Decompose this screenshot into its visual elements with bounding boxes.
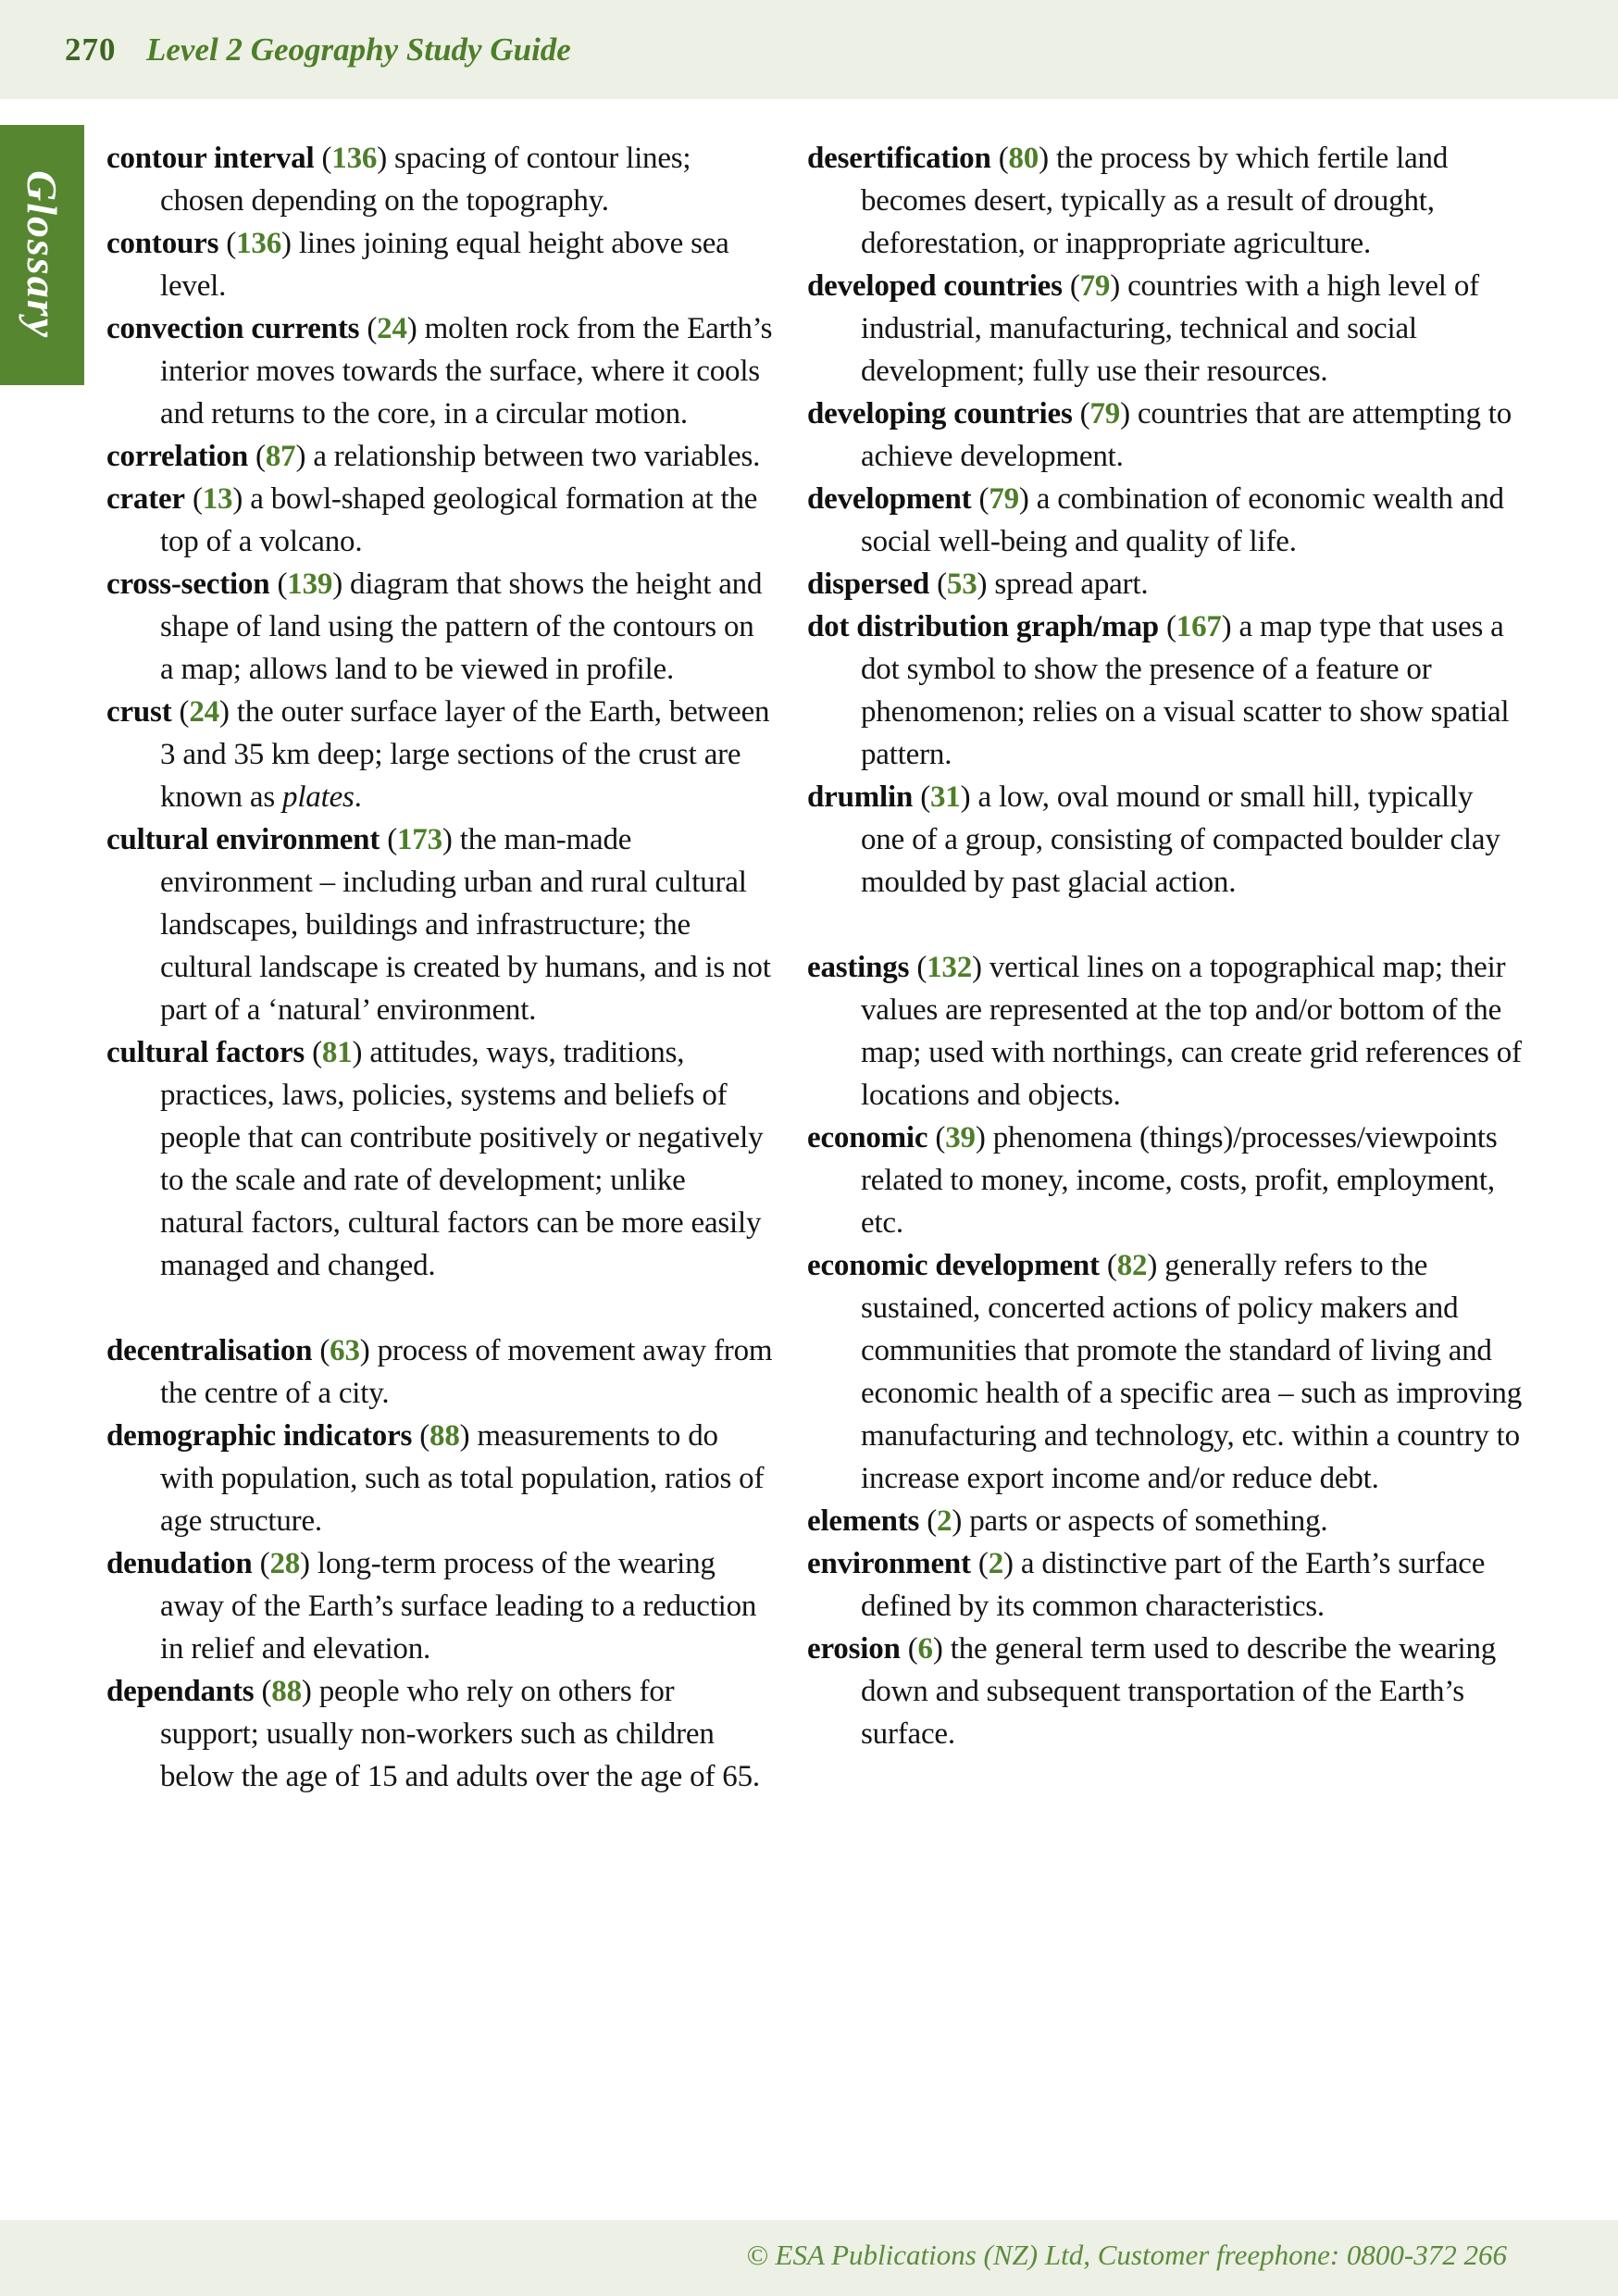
glossary-entry bbox=[807, 137, 1522, 265]
page-reference-number: 79 bbox=[989, 482, 1019, 516]
page-reference: (2) bbox=[927, 1504, 963, 1538]
glossary-term: dependants bbox=[106, 1675, 255, 1708]
page-reference-number: 2 bbox=[937, 1504, 952, 1538]
glossary-term: economic bbox=[807, 1121, 928, 1154]
glossary-entry bbox=[106, 1542, 773, 1670]
glossary-term: development bbox=[807, 482, 972, 516]
glossary-term: denudation bbox=[106, 1547, 253, 1580]
glossary-definition: the man-made environment – including urban and rural cultural landscapes, buildings and infrastructure; the cultural landscape is created by humans, and is not part of a ‘natural’ environment. bbox=[160, 823, 771, 1027]
glossary-definition: a bowl-shaped geological formation at the top of a volcano. bbox=[160, 482, 758, 558]
glossary-term: cultural environment bbox=[106, 823, 380, 856]
glossary-term: desertification bbox=[807, 142, 991, 175]
glossary-term: developing countries bbox=[807, 397, 1073, 430]
page-reference-number: 39 bbox=[945, 1121, 976, 1154]
page-reference-number: 139 bbox=[287, 568, 333, 601]
glossary-term: dispersed bbox=[807, 568, 930, 601]
page-reference: (63) bbox=[319, 1334, 370, 1367]
glossary-entry bbox=[807, 563, 1522, 605]
glossary-definition: a map type that uses a dot symbol to show the presence of a feature or phenomenon; relies on a visual scatter to show spatial pattern. bbox=[861, 610, 1510, 771]
book-title: Level 2 Geography Study Guide bbox=[146, 31, 571, 68]
glossary-definition: a low, oval mound or small hill, typically one of a group, consisting of compacted boulder clay moulded by past glacial action. bbox=[861, 780, 1500, 899]
page-reference: (24) bbox=[179, 695, 230, 729]
glossary-definition: long-term process of the wearing away of the Earth’s surface leading to a reduction in relief and elevation. bbox=[160, 1547, 757, 1666]
glossary-column-left bbox=[106, 137, 773, 1798]
page-reference: (39) bbox=[935, 1121, 986, 1154]
glossary-tab-label: Glossary bbox=[19, 170, 66, 340]
page-reference: (79) bbox=[1079, 397, 1130, 430]
page-reference-number: 173 bbox=[397, 823, 442, 856]
glossary-term: elements bbox=[807, 1504, 920, 1538]
glossary-term: contour interval bbox=[106, 142, 315, 175]
glossary-term: cross-section bbox=[106, 568, 270, 601]
glossary-term: correlation bbox=[106, 440, 248, 473]
glossary-entry bbox=[106, 222, 773, 307]
glossary-term: erosion bbox=[807, 1632, 901, 1666]
glossary-term: crater bbox=[106, 482, 185, 516]
glossary-entry bbox=[807, 776, 1522, 904]
glossary-term: decentralisation bbox=[106, 1334, 313, 1367]
glossary-entry bbox=[106, 1031, 773, 1287]
glossary-definition: lines joining equal height above sea level. bbox=[160, 227, 729, 303]
glossary-definition: the outer surface layer of the Earth, between 3 and 35 km deep; large sections of the crust are known as plates. bbox=[160, 695, 770, 814]
page-reference-number: 13 bbox=[202, 482, 233, 516]
page-reference-number: 80 bbox=[1008, 142, 1039, 175]
glossary-entry bbox=[807, 1542, 1522, 1628]
glossary-entry bbox=[807, 265, 1522, 393]
page-reference-number: 136 bbox=[236, 227, 281, 260]
page-reference-number: 87 bbox=[265, 440, 296, 473]
glossary-definition: molten rock from the Earth’s interior moves towards the surface, where it cools and returns to the core, in a circular motion. bbox=[160, 312, 773, 430]
glossary-entry bbox=[807, 1117, 1522, 1244]
page-reference: (31) bbox=[920, 780, 971, 814]
glossary-definition: a relationship between two variables. bbox=[313, 440, 761, 473]
page-reference-number: 79 bbox=[1089, 397, 1121, 430]
page-reference-number: 31 bbox=[930, 780, 961, 814]
page-reference-number: 88 bbox=[271, 1675, 302, 1708]
glossary-column-right bbox=[807, 137, 1522, 1755]
page-number: 270 bbox=[65, 31, 117, 68]
page-reference: (53) bbox=[937, 568, 988, 601]
page-reference: (79) bbox=[978, 482, 1029, 516]
glossary-entry bbox=[807, 605, 1522, 776]
page-header-band bbox=[0, 0, 1618, 99]
glossary-entry bbox=[807, 946, 1522, 1117]
glossary-definition: the general term used to describe the wearing down and subsequent transportation of the Earth’s surface. bbox=[861, 1632, 1497, 1751]
glossary-term: environment bbox=[807, 1547, 971, 1580]
glossary-definition: spacing of contour lines; chosen depending on the topography. bbox=[160, 142, 691, 218]
glossary-term: cultural factors bbox=[106, 1036, 305, 1069]
glossary-definition: countries with a high level of industrial, manufacturing, technical and social development; fully use their resources. bbox=[861, 269, 1479, 388]
glossary-definition: parts or aspects of something. bbox=[969, 1504, 1328, 1538]
page-reference: (6) bbox=[907, 1632, 943, 1666]
page-reference-number: 82 bbox=[1116, 1249, 1148, 1282]
page-reference: (81) bbox=[312, 1036, 363, 1069]
glossary-definition: countries that are attempting to achieve development. bbox=[861, 397, 1512, 473]
page-reference: (2) bbox=[977, 1547, 1014, 1580]
page-reference-number: 53 bbox=[946, 568, 977, 601]
page-reference: (13) bbox=[192, 482, 243, 516]
page-reference-number: 79 bbox=[1079, 269, 1111, 303]
glossary-definition: a combination of economic wealth and social well-being and quality of life. bbox=[861, 482, 1504, 558]
glossary-entry bbox=[106, 563, 773, 691]
glossary-term: drumlin bbox=[807, 780, 914, 814]
page-reference: (79) bbox=[1069, 269, 1121, 303]
page-reference: (88) bbox=[261, 1675, 312, 1708]
page-reference-number: 2 bbox=[988, 1547, 1004, 1580]
glossary-term: crust bbox=[106, 695, 172, 729]
copyright-text: © ESA Publications (NZ) Ltd, Customer freephone: 0800-372 266 bbox=[746, 2239, 1507, 2271]
page-reference: (80) bbox=[998, 142, 1049, 175]
page-reference: (167) bbox=[1165, 610, 1232, 643]
page-footer-band bbox=[0, 2220, 1618, 2296]
page-reference: (139) bbox=[277, 568, 342, 601]
glossary-term: eastings bbox=[807, 951, 910, 984]
page-reference-number: 132 bbox=[927, 951, 973, 984]
glossary-entry bbox=[106, 478, 773, 563]
page-reference-number: 167 bbox=[1176, 610, 1222, 643]
glossary-definition: process of movement away from the centre of a city. bbox=[160, 1334, 773, 1410]
page-reference-number: 28 bbox=[269, 1547, 301, 1580]
glossary-entry bbox=[106, 307, 773, 435]
page-reference: (173) bbox=[387, 823, 453, 856]
page-reference-number: 136 bbox=[331, 142, 378, 175]
glossary-entry bbox=[106, 435, 773, 478]
page-reference-number: 6 bbox=[917, 1632, 933, 1666]
glossary-entry bbox=[106, 137, 773, 222]
glossary-entry bbox=[106, 1329, 773, 1415]
glossary-term: demographic indicators bbox=[106, 1419, 413, 1453]
glossary-definition: generally refers to the sustained, concerted actions of policy makers and communities that promote the standard of living and economic health of a specific area – such as improving manufacturing and technology, etc. within a country to increase export income and/or reduce debt. bbox=[861, 1249, 1523, 1495]
glossary-term: contours bbox=[106, 227, 219, 260]
glossary-term: convection currents bbox=[106, 312, 360, 345]
glossary-definition: attitudes, ways, traditions, practices, laws, policies, systems and beliefs of people that can contribute positively or negatively to the scale and rate of development; unlike natural factors, cultural factors can be more easily managed and changed. bbox=[160, 1036, 764, 1282]
page-reference-number: 88 bbox=[429, 1419, 460, 1453]
glossary-definition: a distinctive part of the Earth’s surface defined by its common characteristics. bbox=[861, 1547, 1486, 1623]
page-reference-number: 24 bbox=[189, 695, 219, 729]
glossary-definition: measurements to do with population, such as total population, ratios of age structure. bbox=[160, 1419, 765, 1538]
glossary-entry bbox=[106, 818, 773, 1031]
glossary-definition: diagram that shows the height and shape of land using the pattern of the contours on a map; allows land to be viewed in profile. bbox=[160, 568, 763, 686]
page-reference-number: 81 bbox=[321, 1036, 353, 1069]
glossary-term: dot distribution graph/map bbox=[807, 610, 1159, 643]
glossary-entry bbox=[106, 1670, 773, 1798]
page-reference: (24) bbox=[367, 312, 417, 345]
glossary-definition: the process by which fertile land becomes desert, typically as a result of drought, deforestation, or inappropriate agriculture. bbox=[861, 142, 1449, 260]
glossary-entry bbox=[807, 1500, 1522, 1542]
glossary-entry bbox=[807, 1244, 1522, 1500]
glossary-entry bbox=[807, 478, 1522, 563]
glossary-entry bbox=[807, 1628, 1522, 1755]
page-reference: (136) bbox=[321, 142, 387, 175]
glossary-side-tab bbox=[0, 125, 84, 385]
page-reference: (87) bbox=[255, 440, 306, 473]
glossary-definition: people who rely on others for support; usually non-workers such as children below the age of 15 and adults over the age of 65. bbox=[160, 1675, 760, 1793]
glossary-entry bbox=[106, 691, 773, 818]
page-reference: (88) bbox=[419, 1419, 470, 1453]
glossary-definition: vertical lines on a topographical map; their values are represented at the top and/or bottom of the map; used with northings, can create grid references of locations and objects. bbox=[861, 951, 1522, 1112]
glossary-term: economic development bbox=[807, 1249, 1100, 1282]
glossary-term: developed countries bbox=[807, 269, 1063, 303]
glossary-entry bbox=[807, 393, 1522, 478]
glossary-definition: phenomena (things)/processes/viewpoints related to money, income, costs, profit, employment, etc. bbox=[861, 1121, 1498, 1240]
glossary-definition: spread apart. bbox=[994, 568, 1149, 601]
page-reference-number: 63 bbox=[330, 1334, 360, 1367]
page-reference: (82) bbox=[1106, 1249, 1158, 1282]
page-reference: (132) bbox=[916, 951, 982, 984]
glossary-entry bbox=[106, 1415, 773, 1542]
page-reference-number: 24 bbox=[377, 312, 407, 345]
page-reference: (136) bbox=[226, 227, 292, 260]
page-reference: (28) bbox=[259, 1547, 310, 1580]
